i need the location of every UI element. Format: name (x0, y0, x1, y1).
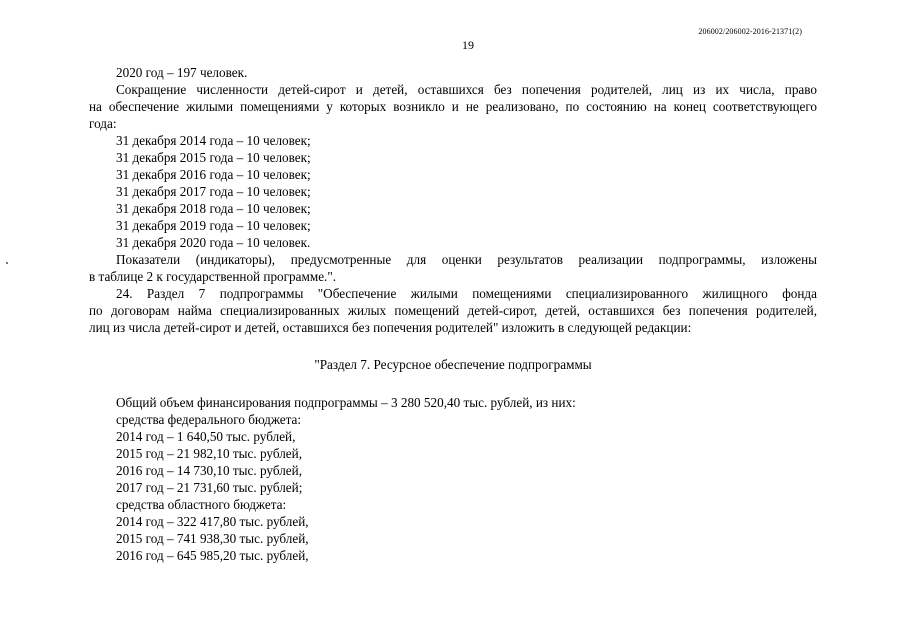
page-number: 19 (462, 38, 474, 52)
regional-budget-label: средства областного бюджета: (116, 497, 287, 512)
federal-budget-item: 2015 год – 21 982,10 тыс. рублей, (116, 446, 302, 461)
section-title: "Раздел 7. Ресурсное обеспечение подпрограммы (314, 357, 592, 372)
dec-list-item: 31 декабря 2016 года – 10 человек; (116, 167, 311, 182)
indicators-paragraph-line-1: Показатели (индикаторы), предусмотренные для оценки результатов реализации подпрограммы, изложены (116, 252, 817, 267)
federal-budget-item: 2017 год – 21 731,60 тыс. рублей; (116, 480, 303, 495)
federal-budget-item: 2016 год – 14 730,10 тыс. рублей, (116, 463, 302, 478)
dec-list-item: 31 декабря 2014 года – 10 человек; (116, 133, 311, 148)
dec-list-item: 31 декабря 2020 года – 10 человек. (116, 235, 311, 250)
item24-paragraph-line-1: 24. Раздел 7 подпрограммы "Обеспечение жилыми помещениями специализированного жилищного фонда (116, 286, 817, 301)
item24-paragraph-line-2: по договорам найма специализированных жилых помещений детей-сирот, детей, оставшихся без попечения родителей, (89, 303, 817, 318)
dec-list-item: 31 декабря 2017 года – 10 человек; (116, 184, 311, 199)
regional-budget-item: 2014 год – 322 417,80 тыс. рублей, (116, 514, 309, 529)
federal-budget-item: 2014 год – 1 640,50 тыс. рублей, (116, 429, 296, 444)
dec-list-item: 31 декабря 2018 года – 10 человек; (116, 201, 311, 216)
margin-mark (6, 262, 8, 264)
reduction-paragraph-line-1: Сокращение численности детей-сирот и детей, оставшихся без попечения родителей, лиц из их числа, право (116, 82, 817, 97)
reduction-paragraph-line-3: года: (89, 116, 117, 131)
regional-budget-item: 2015 год – 741 938,30 тыс. рублей, (116, 531, 309, 546)
dec-list-item: 31 декабря 2019 года – 10 человек; (116, 218, 311, 233)
document-body (89, 64, 817, 564)
item24-paragraph-line-3: лиц из числа детей-сирот и детей, оставшихся без попечения родителей" изложить в следующей редакции: (89, 320, 692, 335)
year-2020-line: 2020 год – 197 человек. (116, 65, 248, 80)
regional-budget-item: 2016 год – 645 985,20 тыс. рублей, (116, 548, 309, 563)
federal-budget-label: средства федерального бюджета: (116, 412, 302, 427)
total-funding-line: Общий объем финансирования подпрограммы – 3 280 520,40 тыс. рублей, из них: (116, 395, 576, 410)
indicators-paragraph-line-2: в таблице 2 к государственной программе.". (89, 269, 337, 284)
document-id: 206002/206002-2016-21371(2) (698, 27, 802, 36)
dec-list-item: 31 декабря 2015 года – 10 человек; (116, 150, 311, 165)
reduction-paragraph-line-2: на обеспечение жилыми помещениями у которых возникло и не реализовано, по состоянию на конец соответствующего (89, 99, 817, 114)
